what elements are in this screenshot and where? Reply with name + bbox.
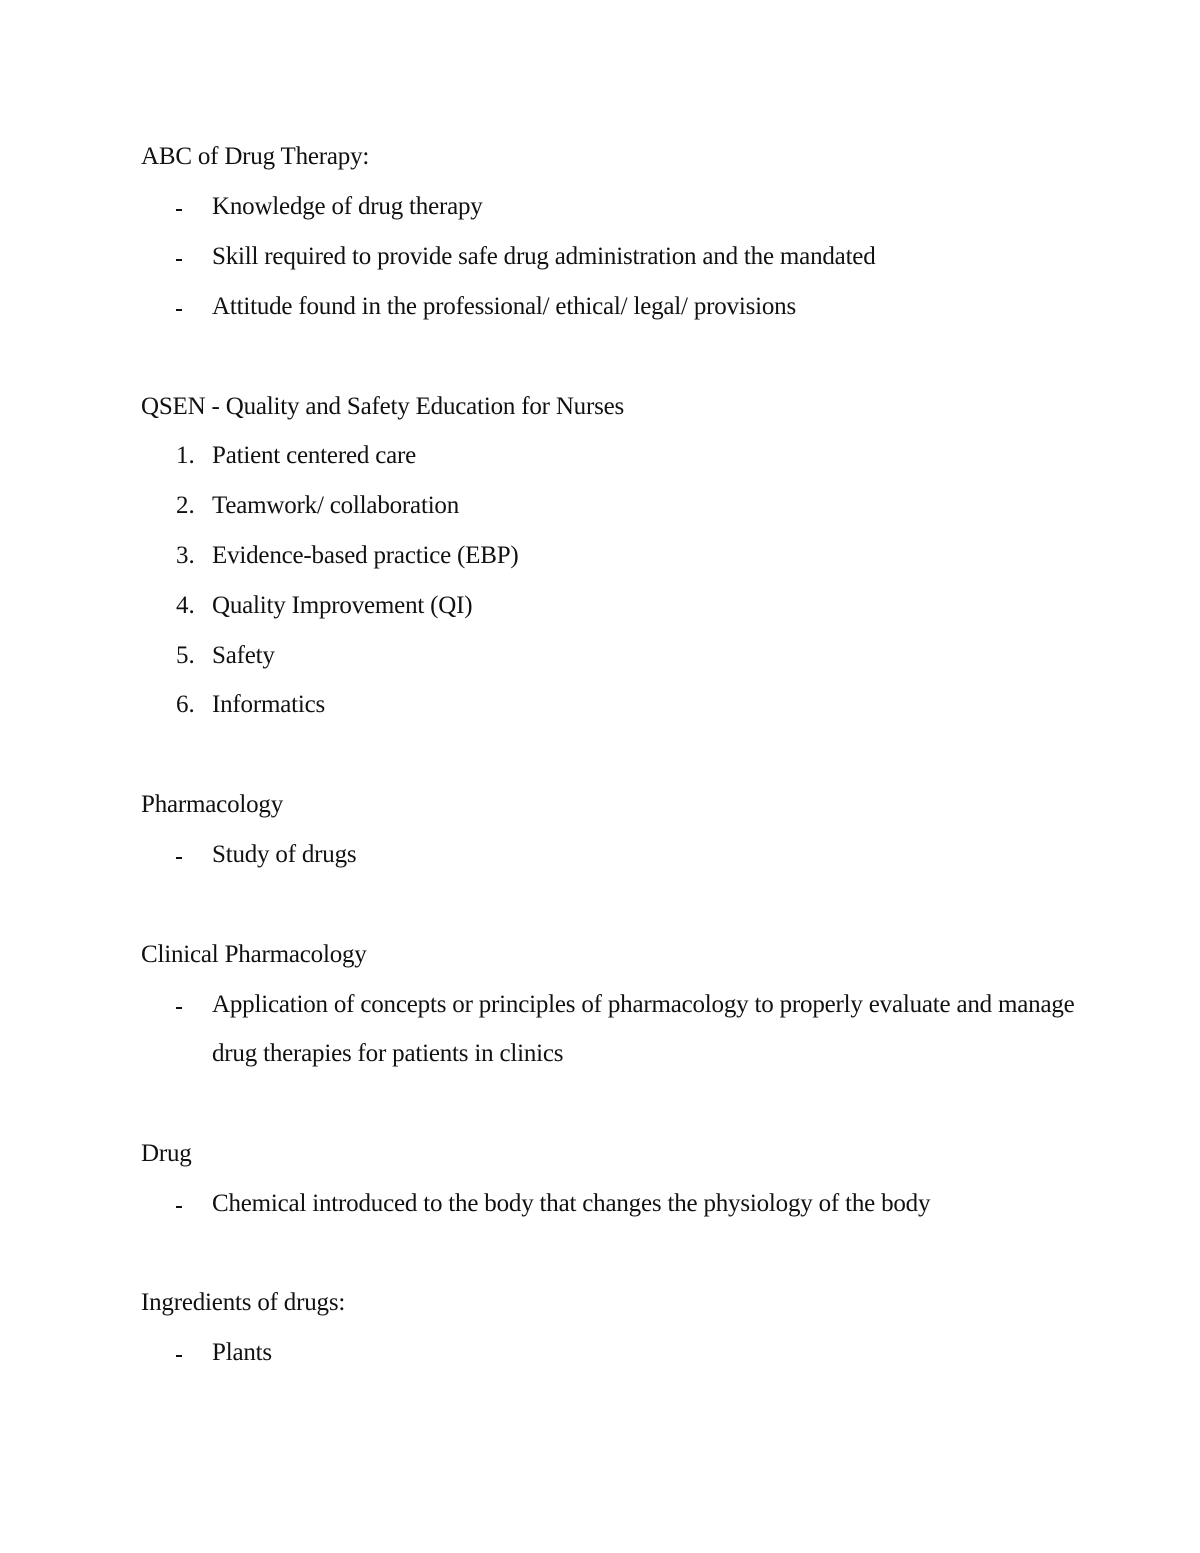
heading-abc-of-drug-therapy: ABC of Drug Therapy:: [141, 143, 370, 170]
dash-bullet: [176, 1007, 182, 1009]
dash-bullet: [176, 309, 182, 311]
list-item: Evidence-based practice (EBP): [212, 542, 519, 569]
list-item: Skill required to provide safe drug administration and the mandated: [212, 243, 876, 270]
list-item: Safety: [212, 642, 275, 669]
list-item: Patient centered care: [212, 442, 417, 469]
dash-bullet: [176, 259, 182, 261]
list-number: 4.: [176, 592, 195, 619]
list-item: Plants: [212, 1339, 272, 1366]
heading-ingredients-of-drugs: Ingredients of drugs:: [141, 1289, 346, 1316]
list-item: Knowledge of drug therapy: [212, 193, 483, 220]
heading-qsen: QSEN - Quality and Safety Education for Nurses: [141, 393, 625, 420]
heading-clinical-pharmacology: Clinical Pharmacology: [141, 941, 367, 968]
heading-drug: Drug: [141, 1140, 192, 1167]
list-number: 1.: [176, 442, 195, 469]
dash-bullet: [176, 1355, 182, 1357]
list-item-line-1: Application of concepts or principles of pharmacology to properly evaluate and manage: [212, 991, 1075, 1018]
list-number: 6.: [176, 691, 195, 718]
list-item: Attitude found in the professional/ ethical/ legal/ provisions: [212, 293, 797, 320]
list-item: Informatics: [212, 691, 326, 718]
list-item: Chemical introduced to the body that changes the physiology of the body: [212, 1190, 931, 1217]
list-item: Quality Improvement (QI): [212, 592, 473, 619]
list-number: 5.: [176, 642, 195, 669]
list-item: Study of drugs: [212, 841, 357, 868]
heading-pharmacology: Pharmacology: [141, 791, 284, 818]
dash-bullet: [176, 209, 182, 211]
list-item: Teamwork/ collaboration: [212, 492, 460, 519]
list-item-line-2: drug therapies for patients in clinics: [212, 1040, 564, 1067]
dash-bullet: [176, 1206, 182, 1208]
list-number: 3.: [176, 542, 195, 569]
dash-bullet: [176, 857, 182, 859]
list-number: 2.: [176, 492, 195, 519]
